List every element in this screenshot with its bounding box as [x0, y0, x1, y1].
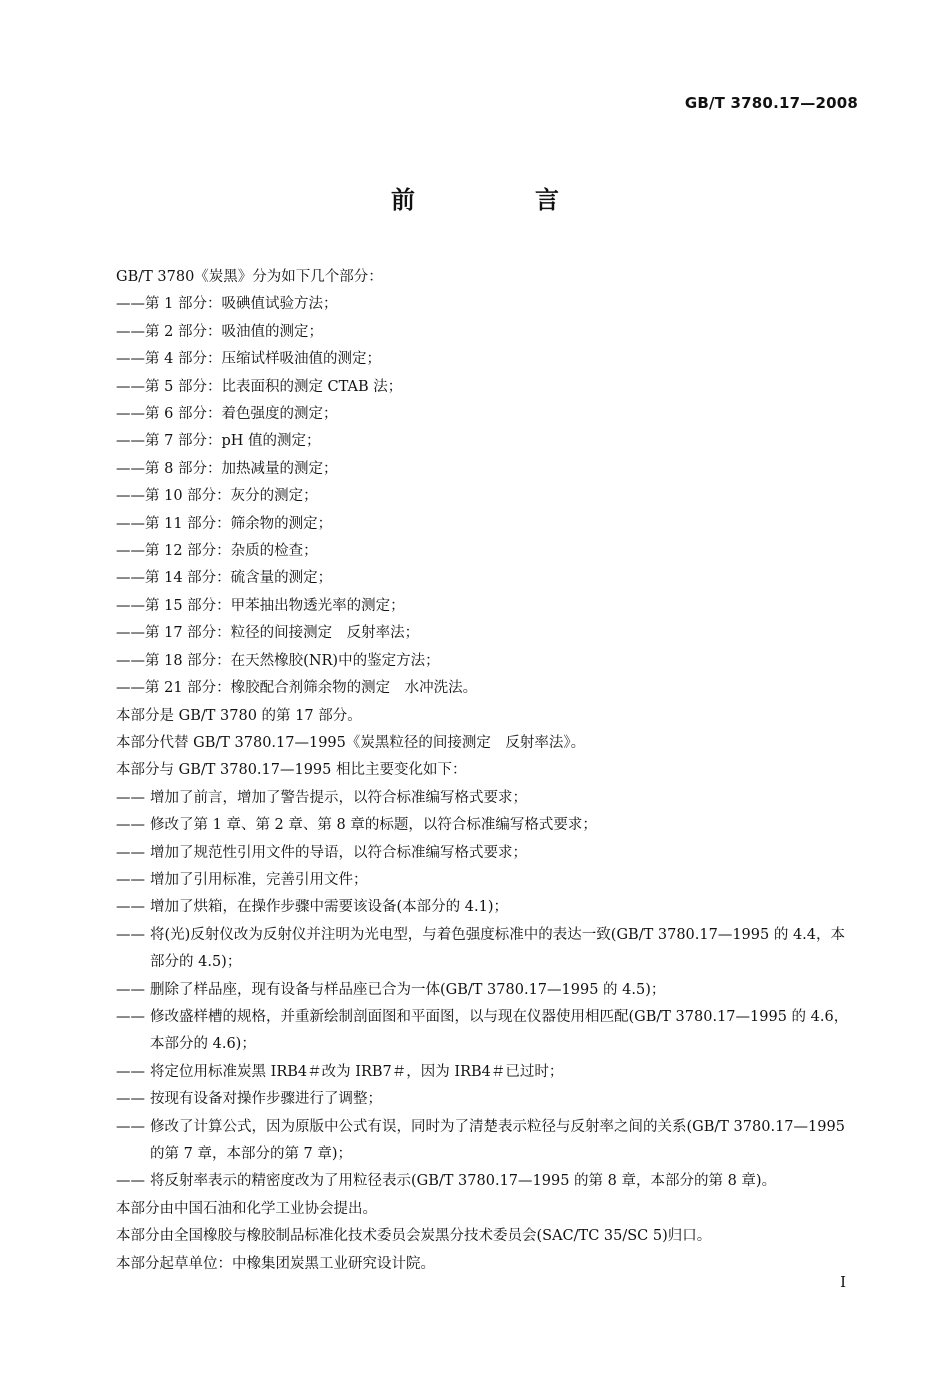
dash: —— — [116, 899, 145, 916]
list-item — [116, 1114, 858, 1169]
change-text: 增加了烘箱，在操作步骤中需要该设备(本部分的 4.1)； — [150, 899, 508, 916]
change-text: 修改了第 1 章、第 2 章、第 8 章的标题，以符合标准编写格式要求； — [150, 817, 597, 834]
foreword-body — [116, 264, 858, 1278]
list-item — [116, 922, 858, 977]
change-text: 修改盛样槽的规格，并重新绘制剖面图和平面图，以与现在仪器使用相匹配(GB/T 3780.17—1995 的 4.6，本部分的 4.6)； — [150, 1008, 849, 1053]
dash: —— — [116, 844, 145, 861]
dash: —— — [116, 1091, 145, 1108]
statement-line: 本部分与 GB/T 3780.17—1995 相比主要变化如下： — [116, 762, 467, 779]
standard-number: GB/T 3780.17—2008 — [684, 94, 858, 112]
intro-line: GB/T 3780《炭黑》分为如下几个部分： — [116, 269, 383, 285]
list-item: ——第 6 部分：着色强度的测定； — [116, 406, 338, 423]
dash: —— — [116, 1008, 145, 1025]
change-text: 按现有设备对操作步骤进行了调整； — [150, 1091, 382, 1108]
list-item: ——第 10 部分：灰分的测定； — [116, 488, 318, 505]
closing-line: 本部分起草单位：中橡集团炭黑工业研究设计院。 — [116, 1255, 435, 1272]
closing-line: 本部分由中国石油和化学工业协会提出。 — [116, 1200, 377, 1217]
list-item — [116, 1086, 858, 1113]
page-title: 前 言 — [391, 186, 607, 214]
change-text: 增加了规范性引用文件的导语，以符合标准编写格式要求； — [150, 844, 527, 861]
dash: —— — [116, 1173, 145, 1190]
list-item — [116, 1168, 858, 1195]
dash: —— — [116, 871, 145, 888]
dash: —— — [116, 1118, 145, 1135]
list-item — [116, 785, 858, 812]
list-item: ——第 21 部分：橡胶配合剂筛余物的测定 水冲洗法。 — [116, 680, 478, 697]
list-item — [116, 840, 858, 867]
change-text: 修改了计算公式，因为原版中公式有误，同时为了清楚表示粒径与反射率之间的关系(GB/T 3780.17—1995的第 7 章，本部分的第 7 章)； — [150, 1118, 845, 1162]
list-item — [116, 1004, 858, 1059]
dash: —— — [116, 926, 145, 943]
list-item — [116, 977, 858, 1004]
closing-line: 本部分由全国橡胶与橡胶制品标准化技术委员会炭黑分技术委员会(SAC/TC 35/SC 5)归口。 — [116, 1228, 712, 1245]
change-text: 删除了样品座，现有设备与样品座已合为一体(GB/T 3780.17—1995 的 4.5)； — [150, 981, 666, 998]
list-item — [116, 812, 858, 839]
list-item: ——第 14 部分：硫含量的测定； — [116, 570, 333, 587]
change-text: 增加了前言，增加了警告提示，以符合标准编写格式要求； — [150, 789, 527, 806]
list-item: ——第 5 部分：比表面积的测定 CTAB 法； — [116, 378, 403, 395]
list-item: ——第 15 部分：甲苯抽出物透光率的测定； — [116, 597, 405, 614]
list-item: ——第 2 部分：吸油值的测定； — [116, 323, 323, 340]
list-item: ——第 1 部分：吸碘值试验方法； — [116, 296, 338, 313]
list-item — [116, 867, 858, 894]
list-item — [116, 894, 858, 921]
list-item — [116, 1059, 858, 1086]
list-item: ——第 18 部分：在天然橡胶(NR)中的鉴定方法； — [116, 652, 440, 669]
changes-list — [116, 785, 858, 1196]
dash: —— — [116, 1063, 145, 1080]
dash: —— — [116, 981, 145, 998]
dash: —— — [116, 789, 145, 806]
list-item: ——第 8 部分：加热减量的测定； — [116, 460, 338, 477]
statement-line: 本部分是 GB/T 3780 的第 17 部分。 — [116, 707, 362, 724]
statement-line: 本部分代替 GB/T 3780.17—1995《炭黑粒径的间接测定 反射率法》。 — [116, 734, 586, 751]
change-text: 增加了引用标准，完善引用文件； — [150, 871, 368, 888]
list-item: ——第 12 部分：杂质的检查； — [116, 543, 318, 560]
change-text: 将反射率表示的精密度改为了用粒径表示(GB/T 3780.17—1995 的第 8 章，本部分的第 8 章)。 — [150, 1173, 777, 1190]
list-item: ——第 17 部分：粒径的间接测定 反射率法； — [116, 625, 420, 642]
parts-list — [116, 291, 858, 702]
change-text: 将定位用标准炭黑 IRB4＃改为 IRB7＃，因为 IRB4＃已过时； — [150, 1063, 564, 1080]
dash: —— — [116, 817, 145, 834]
change-text: 将(光)反射仪改为反射仪并注明为光电型，与着色强度标准中的表达一致(GB/T 3780.17—1995 的 4.4，本部分的 4.5)； — [150, 926, 846, 971]
list-item: ——第 11 部分：筛余物的测定； — [116, 515, 333, 532]
list-item: ——第 4 部分：压缩试样吸油值的测定； — [116, 351, 381, 368]
page-number: I — [840, 1273, 846, 1291]
list-item: ——第 7 部分：pH 值的测定； — [116, 433, 321, 450]
